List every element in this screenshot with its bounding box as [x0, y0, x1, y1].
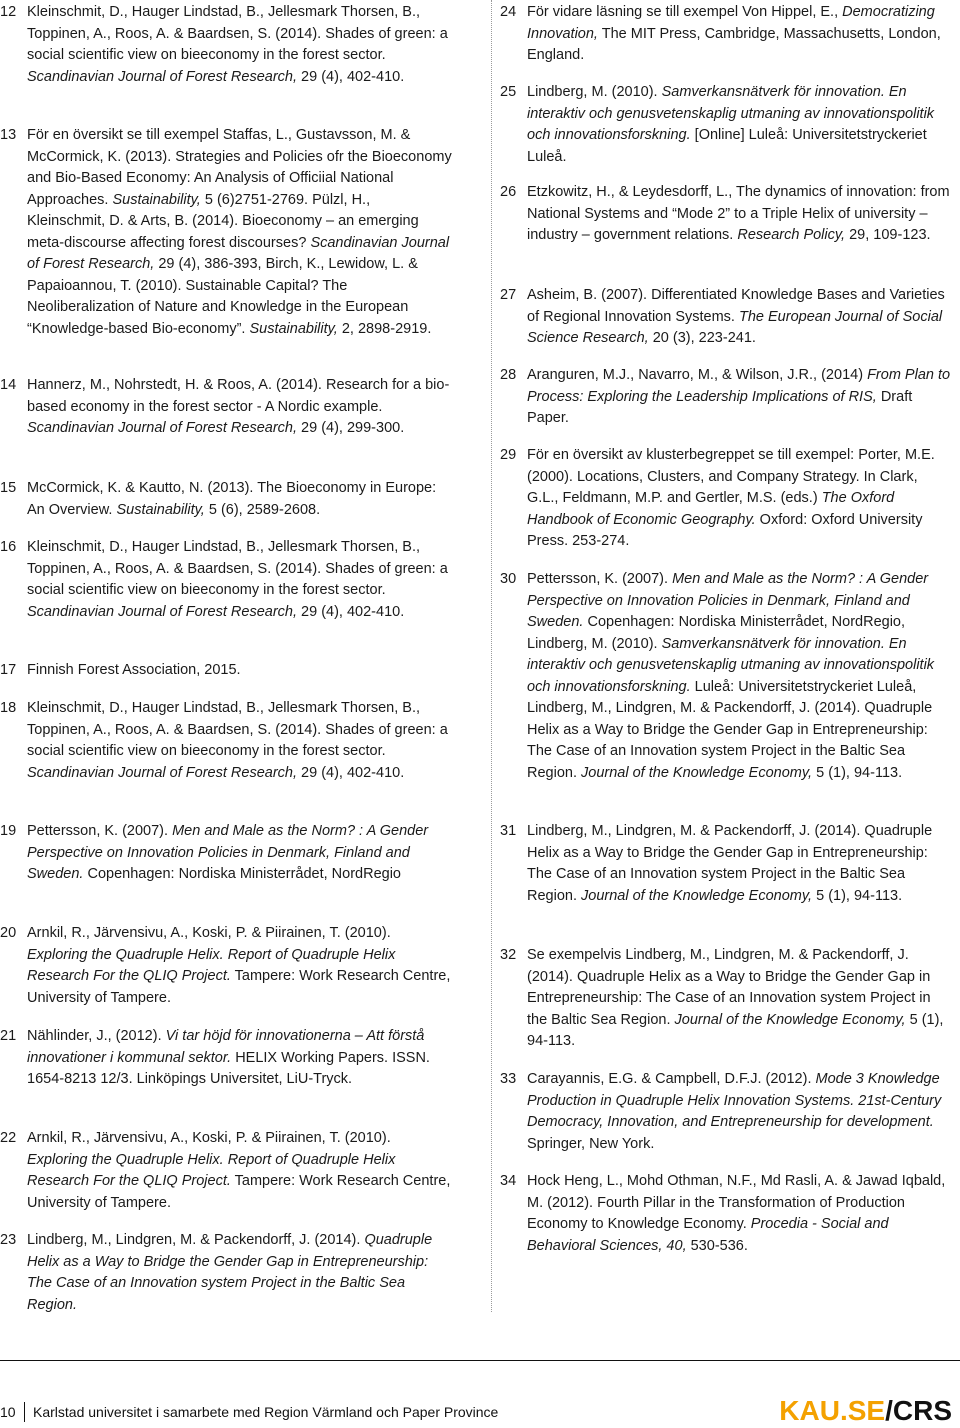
reference-number: 23: [0, 1232, 17, 1248]
reference-item: [0, 1128, 452, 1214]
reference-item: [500, 945, 952, 1053]
reference-number: 25: [500, 84, 517, 100]
brand-logo-kau: KAU.SE: [779, 1395, 886, 1426]
reference-text: [27, 698, 452, 784]
reference-segment: 20 (3), 223-241.: [648, 330, 756, 346]
reference-item: [500, 821, 952, 907]
reference-segment: Copenhagen: Nordiska Ministerrådet, NordRegio, Lindberg, M. (2010).: [527, 614, 906, 652]
reference-text: [27, 125, 452, 340]
reference-segment: Aranguren, M.J., Navarro, M., & Wilson, J.R., (2014): [527, 367, 868, 383]
reference-number: 26: [500, 184, 517, 200]
reference-italic-segment: From Plan to Process: Exploring the Leadership Implications of RIS,: [527, 367, 951, 405]
reference-segment: För en översikt se till exempel Staffas, L., Gustavsson, M. & McCormick, K. (2013). Strategies and Policies ofr the Bioeconomy and Bio-Based Economy: An Analysis of Officiial National Approaches.: [27, 127, 452, 208]
reference-segment: Springer, New York.: [527, 1135, 655, 1152]
reference-italic-segment: Scandinavian Journal of Forest Research,: [27, 68, 298, 85]
reference-item: [0, 1026, 452, 1091]
reference-segment: 530-536.: [686, 1237, 748, 1254]
reference-segment: Hannerz, M., Nohrstedt, H. & Roos, A. (2014). Research for a bio-based economy in the forest sector - A Nordic example.: [27, 377, 450, 415]
reference-segment: Tampere: Work Research Centre, University of Tampere.: [27, 1173, 451, 1211]
footer-rule: [0, 1360, 960, 1361]
reference-italic-segment: Sustainability,: [249, 320, 338, 337]
reference-number: 22: [0, 1130, 17, 1146]
reference-number: 13: [0, 127, 17, 143]
reference-item: [500, 1069, 952, 1155]
reference-segment: 5 (1), 94-113.: [812, 764, 903, 781]
reference-text: [527, 2, 952, 67]
reference-segment: Oxford: Oxford University Press. 253-274.: [527, 511, 923, 549]
reference-segment: [Online] Luleå: Universitetstryckeriet Luleå.: [527, 127, 927, 165]
reference-segment: 29 (4), 402-410.: [297, 68, 405, 85]
reference-item: [500, 1171, 952, 1257]
reference-text: [527, 945, 952, 1053]
reference-segment: Kleinschmit, D., Hauger Lindstad, B., Jellesmark Thorsen, B., Toppinen, A., Roos, A. & Baardsen, S. (2014). Shades of green: a social scientific view on bieeconomy in the forest sector.: [27, 539, 448, 598]
reference-segment: Copenhagen: Nordiska Ministerrådet, NordRegio: [83, 866, 401, 882]
reference-text: [527, 1171, 952, 1257]
reference-italic-segment: The Oxford Handbook of Economic Geography.: [527, 490, 895, 528]
reference-text: [527, 285, 952, 350]
reference-segment: Lindberg, M., Lindgren, M. & Packendorff, J. (2014). Quadruple Helix as a Way to Bridge the Gender Gap in Entrepreneurship: The Case of an Innovation system Project in the Baltic Sea Region.: [527, 823, 933, 904]
reference-number: 28: [500, 367, 517, 383]
reference-italic-segment: Scandinavian Journal of Forest Research,: [27, 234, 450, 272]
reference-number: 33: [500, 1071, 517, 1087]
reference-segment: Etzkowitz, H., & Leydesdorff, L., The dynamics of innovation: from National Systems and “Mode 2” to a Triple Helix of university – industry – government relations.: [527, 184, 950, 243]
reference-number: 34: [500, 1173, 517, 1189]
reference-item: [0, 537, 452, 623]
reference-text: [27, 821, 452, 886]
reference-italic-segment: Sustainability,: [116, 501, 205, 518]
reference-italic-segment: Scandinavian Journal of Forest Research,: [27, 764, 298, 781]
reference-text: [27, 537, 452, 623]
reference-item: [500, 365, 952, 430]
reference-segment: Draft Paper.: [527, 388, 913, 426]
reference-segment: Lindberg, M., Lindgren, M. & Packendorff, J. (2014).: [27, 1232, 365, 1248]
brand-logo: [779, 1396, 952, 1426]
reference-italic-segment: Sustainability,: [112, 191, 201, 208]
reference-segment: Carayannis, E.G. & Campbell, D.F.J. (2012).: [527, 1071, 816, 1087]
reference-segment: Lindberg, M. (2010).: [527, 84, 662, 100]
reference-segment: 2, 2898-2919.: [337, 320, 432, 337]
reference-text: [27, 2, 452, 88]
reference-segment: 29 (4), 402-410.: [297, 603, 405, 620]
reference-segment: Nählinder, J., (2012).: [27, 1028, 166, 1044]
reference-item: [0, 375, 452, 440]
reference-text: [27, 660, 452, 682]
reference-number: 32: [500, 947, 517, 963]
reference-number: 17: [0, 662, 17, 678]
reference-italic-segment: Samverkansnätverk för innovation. En interaktiv och genusvetenskaplig utmaning av innovationspolitik och innovationsforskning.: [527, 635, 935, 695]
reference-italic-segment: Exploring the Quadruple Helix. Report of Quadruple Helix Research For the QLIQ Project.: [27, 1151, 396, 1189]
reference-text: [527, 365, 952, 430]
reference-segment: Asheim, B. (2007). Differentiated Knowledge Bases and Varieties of Regional Innovation Systems.: [527, 287, 945, 325]
reference-italic-segment: The European Journal of Social Science Research,: [527, 308, 943, 346]
reference-italic-segment: Journal of the Knowledge Economy,: [581, 764, 813, 781]
reference-number: 30: [500, 571, 517, 587]
reference-segment: Luleå: Universitetstryckeriet Luleå, Lindberg, M., Lindgren, M. & Packendorff, J. (2014). Quadruple Helix as a Way to Bridge the Gender Gap in Entrepreneurship: The Case of an Innovation system Project in the Baltic Sea Region.: [527, 678, 933, 781]
reference-segment: Pettersson, K. (2007).: [27, 823, 173, 839]
reference-text: [27, 375, 452, 440]
reference-italic-segment: Samverkansnätverk för innovation. En interaktiv och genusvetenskaplig utmaning av innovationspolitik och innovationsforskning.: [527, 84, 935, 143]
reference-item: [500, 182, 952, 247]
reference-segment: 5 (1), 94-113.: [527, 1011, 944, 1049]
reference-segment: Arnkil, R., Järvensivu, A., Koski, P. & Piirainen, T. (2010).: [27, 925, 391, 941]
reference-item: [0, 125, 452, 340]
reference-italic-segment: Men and Male as the Norm? : A Gender Perspective on Innovation Policies in Denmark, Finland and Sweden.: [27, 823, 429, 882]
reference-segment: McCormick, K. & Kautto, N. (2013). The Bioeconomy in Europe: An Overview.: [27, 480, 437, 518]
reference-item: [0, 923, 452, 1009]
reference-italic-segment: Vi tar höjd för innovationerna – Att förstå innovationer i kommunal sektor.: [27, 1028, 425, 1066]
reference-text: [527, 1069, 952, 1155]
reference-segment: Tampere: Work Research Centre, University of Tampere.: [27, 968, 451, 1006]
column-divider: [491, 0, 492, 1312]
reference-text: [27, 1128, 452, 1214]
reference-italic-segment: Scandinavian Journal of Forest Research,: [27, 603, 298, 620]
reference-text: [27, 1026, 452, 1091]
reference-number: 24: [500, 4, 517, 20]
reference-number: 27: [500, 287, 517, 303]
reference-italic-segment: Procedia - Social and Behavioral Sciences, 40,: [527, 1216, 889, 1254]
reference-segment: 29 (4), 386-393, Birch, K., Lewidow, L. & Papaioannou, T. (2010). Sustainable Capital? The Neoliberalization of Nature and Knowledge in the European “Knowledge-based Bio-economy”.: [27, 256, 418, 337]
reference-text: [27, 923, 452, 1009]
reference-text: [527, 445, 952, 553]
reference-text: [527, 82, 952, 168]
reference-number: 15: [0, 480, 17, 496]
reference-number: 31: [500, 823, 517, 839]
footer-text: Karlstad universitet i samarbete med Region Värmland och Paper Province: [33, 1404, 499, 1420]
reference-item: [0, 660, 452, 682]
reference-italic-segment: Journal of the Knowledge Economy,: [581, 887, 813, 904]
reference-number: 29: [500, 447, 517, 463]
reference-italic-segment: Research Policy,: [737, 227, 846, 243]
reference-item: [0, 478, 452, 521]
reference-number: 20: [0, 925, 17, 941]
reference-italic-segment: Democratizing Innovation,: [527, 4, 935, 42]
reference-segment: 29 (4), 299-300.: [297, 420, 405, 436]
reference-segment: Kleinschmit, D., Hauger Lindstad, B., Jellesmark Thorsen, B., Toppinen, A., Roos, A. & Baardsen, S. (2014). Shades of green: a social scientific view on bieeconomy in the forest sector.: [27, 700, 448, 759]
reference-item: [500, 285, 952, 350]
reference-number: 12: [0, 4, 17, 20]
reference-item: [500, 445, 952, 553]
reference-text: [527, 182, 952, 247]
reference-italic-segment: Journal of the Knowledge Economy,: [674, 1011, 906, 1028]
brand-logo-crs: /CRS: [885, 1395, 952, 1426]
reference-text: [527, 569, 952, 784]
reference-segment: Pettersson, K. (2007).: [527, 571, 673, 587]
reference-item: [500, 569, 952, 784]
reference-italic-segment: Scandinavian Journal of Forest Research,: [27, 420, 298, 436]
reference-text: [27, 1230, 452, 1316]
reference-number: 21: [0, 1028, 17, 1044]
reference-segment: HELIX Working Papers. ISSN. 1654-8213 12/3. Linköpings Universitet, LiU-Tryck.: [27, 1049, 430, 1087]
reference-segment: Hock Heng, L., Mohd Othman, N.F., Md Rasli, A. & Jawad Iqbald, M. (2012). Fourth Pillar in the Transformation of Production Economy to Knowledge Economy.: [527, 1173, 946, 1232]
reference-segment: För en översikt av klusterbegreppet se till exempel: Porter, M.E. (2000). Locations, Clusters, and Company Strategy. In Clark, G.L., Feldmann, M.P. and Gertler, M.S. (eds.): [527, 447, 935, 506]
reference-number: 14: [0, 377, 17, 393]
reference-item: [0, 821, 452, 886]
reference-italic-segment: Mode 3 Knowledge Production in Quadruple Helix Innovation Systems. 21st-Century Democracy, Innovation, and Entrepreneurship for development.: [527, 1071, 942, 1130]
reference-number: 19: [0, 823, 17, 839]
reference-segment: Se exempelvis Lindberg, M., Lindgren, M. & Packendorff, J. (2014). Quadruple Helix as a Way to Bridge the Gender Gap in Entrepreneurship: The Case of an Innovation system Project in the Baltic Sea Region.: [527, 947, 931, 1028]
reference-item: [500, 82, 952, 168]
reference-segment: 29 (4), 402-410.: [297, 764, 405, 781]
reference-segment: 5 (6), 2589-2608.: [204, 501, 321, 518]
reference-item: [0, 2, 452, 88]
reference-segment: 5 (1), 94-113.: [812, 887, 903, 904]
reference-segment: 29, 109-123.: [845, 227, 931, 243]
reference-segment: 5 (6)2751-2769. Pülzl, H., Kleinschmit, D. & Arts, B. (2014). Bioeconomy – an emerging meta-discourse affecting forest discourses?: [27, 191, 419, 251]
reference-segment: För vidare läsning se till exempel Von Hippel, E.,: [527, 4, 843, 20]
reference-item: [500, 2, 952, 67]
footer-separator: [24, 1402, 25, 1422]
reference-italic-segment: Exploring the Quadruple Helix. Report of Quadruple Helix Research For the QLIQ Project.: [27, 946, 396, 984]
reference-item: [0, 1230, 452, 1316]
reference-text: [527, 821, 952, 907]
reference-segment: The MIT Press, Cambridge, Massachusetts, London, England.: [527, 25, 941, 63]
page-number: 10: [0, 1404, 16, 1420]
reference-number: 18: [0, 700, 17, 716]
reference-italic-segment: Men and Male as the Norm? : A Gender Perspective on Innovation Policies in Denmark, Finland and Sweden.: [527, 571, 929, 630]
reference-segment: Arnkil, R., Järvensivu, A., Koski, P. & Piirainen, T. (2010).: [27, 1130, 391, 1146]
reference-number: 16: [0, 539, 17, 555]
reference-segment: Kleinschmit, D., Hauger Lindstad, B., Jellesmark Thorsen, B., Toppinen, A., Roos, A. & Baardsen, S. (2014). Shades of green: a social scientific view on bieeconomy in the forest sector.: [27, 4, 448, 63]
reference-segment: Finnish Forest Association, 2015.: [27, 662, 241, 678]
reference-item: [0, 698, 452, 784]
reference-italic-segment: Quadruple Helix as a Way to Bridge the Gender Gap in Entrepreneurship: The Case of an Innovation system Project in the Baltic Sea Region.: [27, 1232, 433, 1313]
reference-text: [27, 478, 452, 521]
